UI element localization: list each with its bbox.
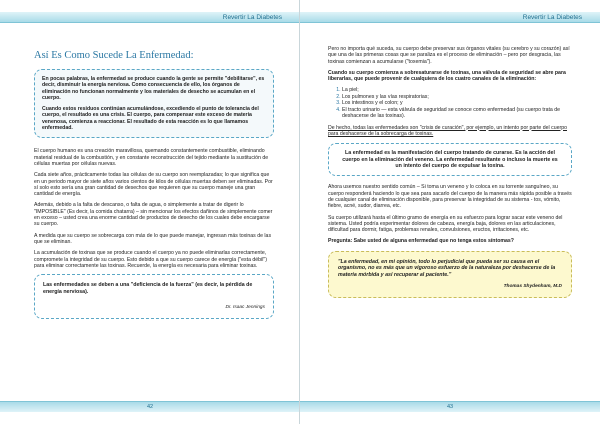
elimination-channels-list	[342, 87, 572, 119]
list-item: 2. Los pulmones y las vías respiratorias;	[342, 94, 572, 100]
summary-box	[34, 69, 274, 138]
left-content	[34, 50, 274, 319]
body-paragraph: Cada siete años, prácticamente todas las células de su cuerpo son reemplazadas; lo que significa que en un periodo mayor de siete años varios cientos de kilos de células muertas deben ser eliminadas. Por sí solo esto sería una gran cantidad de desechos que requieren que su cuerpo maneje una gran cantidad de energía.	[34, 172, 273, 198]
body-text	[34, 148, 274, 269]
question-paragraph: Pregunta: Sabe usted de alguna enfermedad que no tenga estos síntomas?	[328, 238, 514, 245]
list-item: 1. La piel;	[342, 87, 572, 93]
right-page	[300, 0, 600, 424]
body-paragraph: Ahora usemos nuestro sentido común – Si toma un veneno y lo coloca en su torrente sanguíneo, su cuerpo responderá haciendo lo que sea para sacarlo del cuerpo de la manera más rápida posible a través de cualquier canal de eliminación disponible, para preservar la integridad de su sistema - tos, vómito, fiebre, acné, sudor, diarrea, etc.	[328, 184, 572, 210]
section-title: Así Es Como Sucede La Enfermedad:	[34, 50, 194, 61]
list-item: 3. Los intestinos y el colon; y	[342, 100, 572, 106]
body-paragraph-bold: Cuando su cuerpo comienza a sobresaturarse de toxinas, una válvula de seguridad se abre para liberarlas, que puede provenir de cualquiera de los cuatro canales de la eliminación:	[328, 69, 566, 83]
right-content	[328, 46, 572, 298]
quote-text: "La enfermedad, en mi opinión, todo lo perjudicial que pueda ser su causa en el organismo, no es más que un vigoroso esfuerzo de la naturaleza por deshacerse de la materia mórbida y así recuperar al paciente."	[338, 258, 556, 278]
page-number: 42	[146, 404, 154, 410]
body-paragraph: La acumulación de toxinas que se produce cuando el cuerpo ya no puede eliminarlas correctamente, compromete la integridad de su cuerpo. Esto debido a que su cuerpo carece de energía ("esta débil") para eliminar correctamente las toxinas. Recuerde, la energía es necesaria para eliminar toxinas.	[34, 250, 267, 269]
body-text	[328, 46, 572, 137]
page-header	[0, 12, 300, 23]
list-item: 4. El tracto urinario — esta válvula de seguridad se conoce como enfermedad (su cuerpo trata de deshacerse de las toxinas).	[342, 107, 572, 120]
quote-author: Thomas Shydenham, M.D	[503, 283, 562, 289]
body-paragraph: El cuerpo humano es una creación maravillosa, quemando constantemente combustible, eliminando material residual de la combustión, y en constante reconstrucción del tejido mediante la sustitución de células muertas por células nuevas.	[34, 148, 269, 167]
highlight-text: La enfermedad es la manifestación del cuerpo tratando de curarse. Es la acción del cuerpo en la eliminación del veneno. La enfermedad resultante o incluso la muerte es un intento del cuerpo de expulsar la toxina.	[342, 150, 558, 169]
quote-author: Dr. Isaac Jennings	[225, 304, 265, 310]
body-paragraph: Pero no importa qué suceda, su cuerpo debe preservar sus órganos vitales (su cerebro y su corazón) así que una de las primeras cosas que se paraliza es el proceso de eliminación – pero por desgracia, las toxinas comienzan a acumularse ("toxemia").	[328, 46, 570, 65]
page-number: 43	[446, 404, 454, 410]
header-title: Revertir La Diabetes	[522, 14, 582, 21]
body-paragraph: Su cuerpo utilizará hasta el último gramo de energía en su esfuerzo para lograr sacar este veneno del sistema. Usted podría experimentar dolores de cabeza, energía baja, dolores en las articulaciones, dificultad para dormir, fatiga, problemas renales, convulsiones, eructos, irritaciones, etc.	[328, 214, 563, 234]
quote-box	[328, 251, 572, 299]
summary-paragraph: En pocas palabras, la enfermedad se produce cuando la gente se permite "debilitarse", es decir, disminuir la energía nerviosa. Como consecuencia de ello, los órganos de eliminación no funcionan normalmente y los materiales de desecho se acumulan en el cuerpo.	[42, 76, 265, 101]
body-text	[328, 184, 572, 244]
page-footer	[300, 401, 600, 412]
body-paragraph: A medida que su cuerpo se sobrecarga con más de lo que puede manejar, ingresan más toxinas de las que se eliminan.	[34, 232, 272, 245]
page-footer	[0, 401, 300, 412]
body-paragraph: Además, debido a la falta de descanso, o falta de agua, o simplemente a tratar de digerir lo "IMPOSIBLE" (Es decir, la comida chatarra) – sin mencionar los efectos dañinos de simplemente comer en exceso – usted crea una enorme cantidad de productos de desecho de los cuales debe encargarse su cuerpo.	[34, 202, 273, 228]
quote-box	[34, 274, 274, 319]
page-header	[300, 12, 600, 23]
header-title: Revertir La Diabetes	[222, 14, 282, 21]
summary-paragraph: Cuando estos residuos continúan acumulándose, excediendo el punto de tolerancia del cuerpo, el resultado es una crisis. El cuerpo, para compensar este exceso de materia venenosa, comienza a reaccionar. El resultado de esta reacción es lo que llamamos enfermedad.	[42, 106, 259, 132]
body-paragraph: De hecho, todas las enfermedades son "crisis de curación", por ejemplo, un intento por parte del cuerpo para deshacerse de la sobrecarga de toxinas.	[328, 124, 567, 137]
highlight-box	[328, 143, 572, 176]
quote-text: Las enfermedades se deben a una "deficiencia de la fuerza" (es decir, la pérdida de energía nerviosa).	[43, 282, 253, 295]
